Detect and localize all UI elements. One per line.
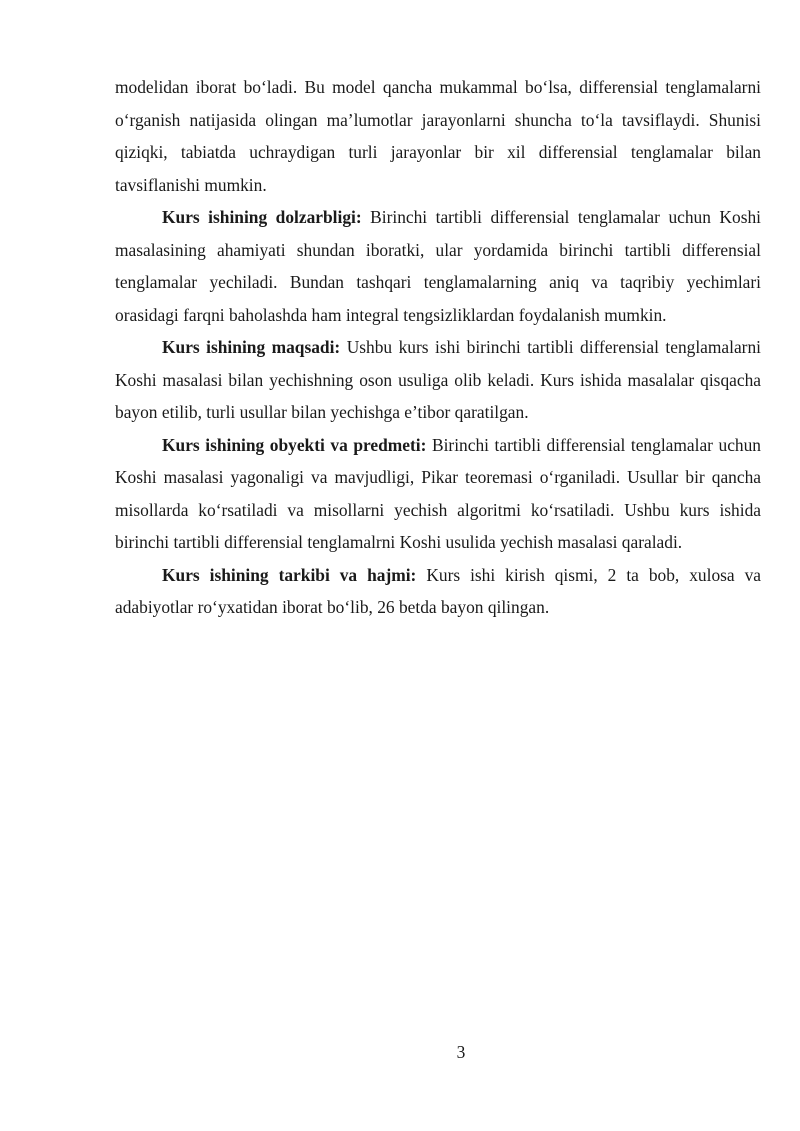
paragraph-heading-object-subject: Kurs ishining obyekti va predmeti: — [162, 434, 427, 455]
page-number: 3 — [456, 1042, 466, 1062]
paragraph-heading-structure: Kurs ishining tarkibi va hajmi: — [162, 564, 417, 585]
paragraph-structure — [115, 559, 761, 624]
paragraph-relevance — [115, 201, 761, 331]
paragraph-text: Birinchi tartibli differensial tenglamalar uchun Koshi masalasi yagonaligi va mavjudligi, Pikar teoremasi o‘rganiladi. Usullar bir qancha misollarda ko‘rsatiladi va misollarni yechish algoritmi ko‘rsatiladi. Ushbu kurs ishida birinchi tartibli differensial tenglamalrni Koshi usulida yechish masalasi qaraladi. — [115, 434, 762, 552]
paragraph-text: Kurs ishi kirish qismi, 2 ta bob, xulosa va adabiyotlar ro‘yxatidan iborat bo‘lib, 26 betda bayon qilingan. — [115, 564, 762, 617]
paragraph-text: Birinchi tartibli differensial tenglamalar uchun Koshi masalasining ahamiyati shundan iboratki, ular yordamida birinchi tartibli differensial tenglamalar yechiladi. Bundan tashqari tenglamalarning aniq va taqribiy yechimlari orasidagi farqni baholashda ham integral tengsizliklardan foydalanish mumkin. — [115, 207, 761, 325]
paragraph-object-subject — [115, 429, 761, 559]
paragraph-text: Ushbu kurs ishi birinchi tartibli differensial tenglamalarni Koshi masalasi bilan yechishning oson usuliga olib keladi. Kurs ishida masalalar qisqacha bayon etilib, turli usullar bilan yechishga e’tibor qaratilgan. — [115, 337, 761, 422]
paragraph-heading-goal: Kurs ishining maqsadi: — [162, 337, 341, 357]
paragraph-heading-relevance: Kurs ishining dolzarbligi: — [162, 207, 362, 227]
paragraph-continuation — [115, 71, 761, 201]
paragraph-goal — [115, 331, 761, 429]
paragraph-text: modelidan iborat bo‘ladi. Bu model qancha mukammal bo‘lsa, differensial tenglamalarni o‘rganish natijasida olingan ma’lumotlar jarayonlarni shuncha to‘la tavsiflaydi. Shunisi qiziqki, tabiatda uchraydigan turli jarayonlar bir xil differensial tenglamalar bilan tavsiflanishi mumkin. — [115, 77, 761, 195]
page-body — [115, 71, 761, 624]
